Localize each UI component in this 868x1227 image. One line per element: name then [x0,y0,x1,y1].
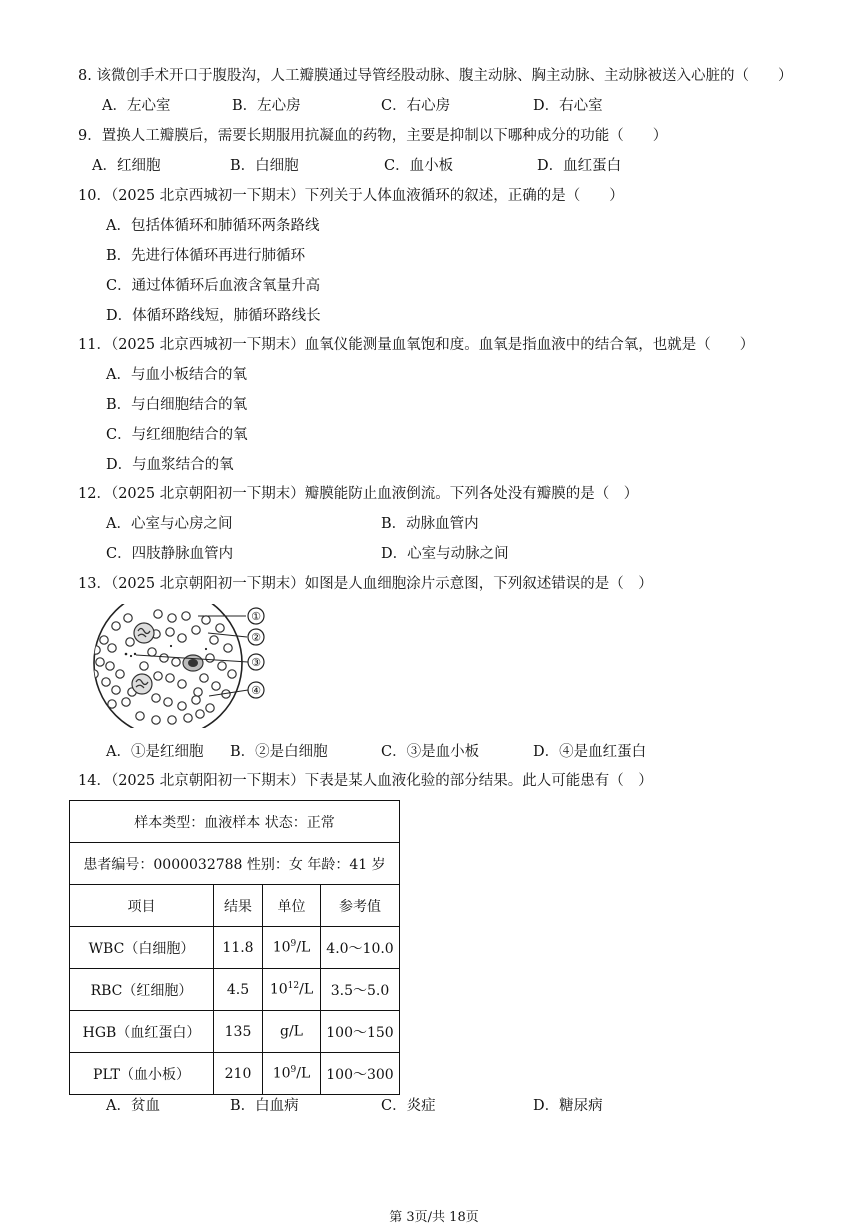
q14-stem: 14．（2025 北京朝阳初一下期末）下表是某人血液化验的部分结果。此人可能患有（ ） [78,773,653,789]
red-blood-cell [228,670,236,678]
blood-smear-figure [86,604,276,728]
red-blood-cell [160,654,168,662]
header-reference: 参考值 [321,885,400,927]
red-blood-cell [152,694,160,702]
red-blood-cell [108,644,116,652]
q8-stem: 8. 该微创手术开口于腹股沟，人工瓣膜通过导管经股动脉、腹主动脉、胸主动脉、主动脉被送入心脏的（ ） [78,68,793,84]
cell-unit: $10^9/L$ [263,1053,321,1095]
cell-item: RBC（红细胞） [70,969,214,1011]
table-row [70,969,400,1011]
cell-result: 210 [214,1053,263,1095]
red-blood-cell [224,644,232,652]
red-blood-cell [116,670,124,678]
q11-option-a: A．与血小板结合的氧 [106,367,247,383]
patient-info-cell: 患者编号：0000032788 性别：女 年龄：41 岁 [70,843,400,885]
red-blood-cell [112,686,120,694]
red-blood-cell [168,716,176,724]
q11-option-c: C．与红细胞结合的氧 [106,427,248,443]
q9-option-a: A．红细胞 [92,158,161,174]
red-blood-cell [178,634,186,642]
red-blood-cell [148,648,156,656]
red-blood-cell [168,614,176,622]
q9-option-c: C．血小板 [384,158,454,174]
table-row [70,927,400,969]
table-row [70,1011,400,1053]
q13-stem: 13．（2025 北京朝阳初一下期末）如图是人血细胞涂片示意图，下列叙述错误的是（ ） [78,576,653,592]
figure-label-4: ④ [251,684,261,697]
red-blood-cell [152,716,160,724]
red-blood-cell [178,702,186,710]
q13-option-a: A．①是红细胞 [106,744,204,760]
blood-test-table [69,800,400,1095]
q8-option-a: A．左心室 [102,98,171,114]
table-row [70,1053,400,1095]
red-blood-cell [218,662,226,670]
cell-item: WBC（白细胞） [70,927,214,969]
header-result: 结果 [214,885,263,927]
table-header-row [70,885,400,927]
white-blood-cell-3 [183,655,203,671]
table-row [70,801,400,843]
red-blood-cell [92,646,100,654]
red-blood-cell [192,626,200,634]
red-blood-cell [178,680,186,688]
q9-option-b: B．白细胞 [230,158,299,174]
q11-option-d: D．与血浆结合的氧 [106,457,234,473]
red-blood-cell [216,624,224,632]
q12-option-a: A．心室与心房之间 [106,516,233,532]
red-blood-cell [210,636,218,644]
q11-stem: 11．（2025 北京西城初一下期末）血氧仪能测量血氧饱和度。血氧是指血液中的结合氧，也就是（ ） [78,337,755,353]
q8-option-d: D．右心室 [533,98,603,114]
red-blood-cell [100,636,108,644]
cell-unit: $10^{12}/L$ [263,969,321,1011]
cell-reference: 100～300 [321,1053,400,1095]
red-blood-cell [196,710,204,718]
q12-option-d: D．心室与动脉之间 [381,546,509,562]
q8-option-c: C．右心房 [381,98,451,114]
red-blood-cell [102,678,110,686]
q10-option-b: B．先进行体循环再进行肺循环 [106,248,306,264]
red-blood-cell [122,698,130,706]
red-blood-cell [106,662,114,670]
q12-stem: 12．（2025 北京朝阳初一下期末）瓣膜能防止血液倒流。下列各处没有瓣膜的是（ ） [78,486,639,502]
q14-option-a: A．贫血 [106,1098,160,1114]
q11-option-b: B．与白细胞结合的氧 [106,397,248,413]
page-footer: 第 3页/共 18页 [389,1210,479,1225]
sample-info-cell: 样本类型：血液样本 状态：正常 [70,801,400,843]
cell-reference: 100～150 [321,1011,400,1053]
q10-option-a: A．包括体循环和肺循环两条路线 [106,218,320,234]
figure-label-2: ② [251,631,261,644]
red-blood-cell [212,682,220,690]
cell-item: HGB（血红蛋白） [70,1011,214,1053]
q13-option-c: C．③是血小板 [381,744,480,760]
cell-reference: 4.0～10.0 [321,927,400,969]
q14-option-c: C．炎症 [381,1098,436,1114]
red-blood-cell [154,610,162,618]
cell-result: 4.5 [214,969,263,1011]
red-blood-cell [108,700,116,708]
red-blood-cell [140,662,148,670]
cell-unit: $10^9/L$ [263,927,321,969]
white-blood-cell-1 [134,623,154,643]
red-blood-cell [96,658,104,666]
red-blood-cell [124,614,132,622]
red-blood-cell [182,612,190,620]
q13-option-d: D．④是血红蛋白 [533,744,647,760]
header-item: 项目 [70,885,214,927]
q13-option-b: B．②是白细胞 [230,744,328,760]
red-blood-cell [202,616,210,624]
red-blood-cell [184,714,192,722]
q12-option-b: B．动脉血管内 [381,516,479,532]
q12-option-c: C．四肢静脉血管内 [106,546,234,562]
red-blood-cell [192,696,200,704]
figure-label-1: ① [251,610,261,623]
red-blood-cell [166,674,174,682]
white-blood-cell-2 [132,674,152,694]
header-unit: 单位 [263,885,321,927]
red-blood-cell [154,672,162,680]
q14-option-b: B．白血病 [230,1098,299,1114]
red-blood-cell [206,704,214,712]
q8-option-b: B．左心房 [232,98,301,114]
q9-option-d: D．血红蛋白 [537,158,622,174]
red-blood-cell [126,638,134,646]
red-blood-cell [194,688,202,696]
q10-option-c: C．通过体循环后血液含氧量升高 [106,278,321,294]
red-blood-cell [172,658,180,666]
figure-label-3: ③ [251,656,261,669]
red-blood-cell [206,654,214,662]
red-blood-cell [136,712,144,720]
red-blood-cell [164,698,172,706]
red-blood-cell [200,674,208,682]
red-blood-cell [166,628,174,636]
q10-option-d: D．体循环路线短，肺循环路线长 [106,308,321,324]
table-row [70,843,400,885]
cell-unit: g/L [263,1011,321,1053]
q10-stem: 10．（2025 北京西城初一下期末）下列关于人体血液循环的叙述，正确的是（ ） [78,188,624,204]
q14-option-d: D．糖尿病 [533,1098,603,1114]
cell-result: 135 [214,1011,263,1053]
q9-stem: 9．置换人工瓣膜后，需要长期服用抗凝血的药物，主要是抑制以下哪种成分的功能（ ） [78,128,668,144]
cell-reference: 3.5～5.0 [321,969,400,1011]
cell-result: 11.8 [214,927,263,969]
red-blood-cell [112,622,120,630]
cell-item: PLT（血小板） [70,1053,214,1095]
